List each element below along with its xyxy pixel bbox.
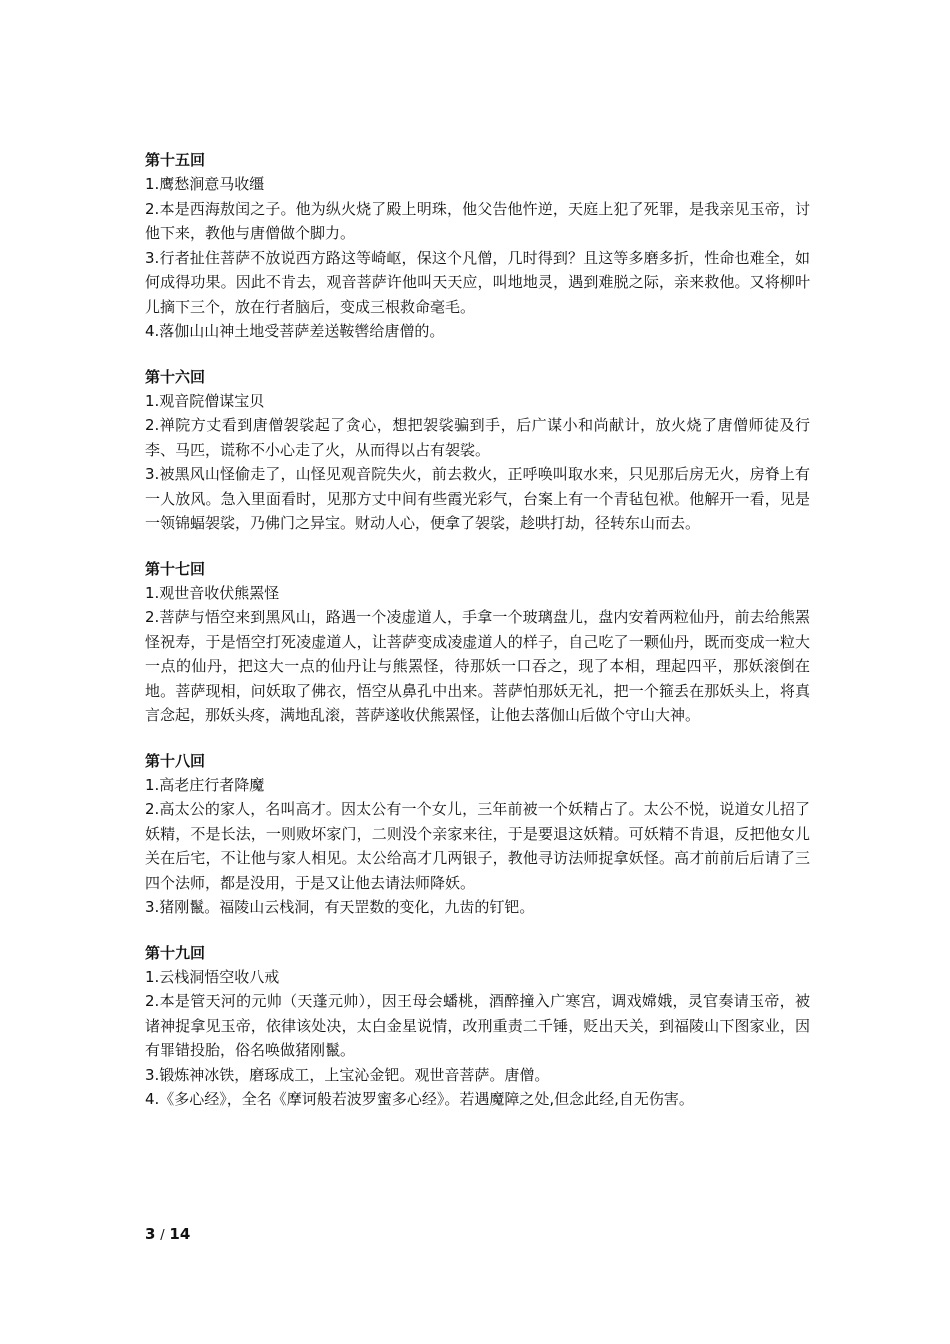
chapter-15 [145,148,810,344]
paragraph: 4.落伽山山神土地受菩萨差送鞍辔给唐僧的。 [145,322,445,340]
chapter-title: 第十六回 [145,367,206,386]
paragraph: 2.本是西海敖闰之子。他为纵火烧了殿上明珠，他父告他忤逆，天庭上犯了死罪，是我亲见玉帝，讨他下来，教他与唐僧做个脚力。 [145,199,810,242]
chapter-18 [145,749,810,920]
chapter-title: 第十五回 [145,151,206,169]
paragraph: 2.菩萨与悟空来到黑风山，路遇一个凌虚道人，手拿一个玻璃盘儿，盘内安着两粒仙丹，前去给熊罴怪祝寿，于是悟空打死凌虚道人，让菩萨变成凌虚道人的样子，自己吃了一颗仙丹，既而变成一粒大一点的仙丹，把这大一点的仙丹让与熊罴怪，待那妖一口吞之，现了本相，理起四平，那妖滚倒在地。菩萨现相，问妖取了佛衣，悟空从鼻孔中出来。菩萨怕那妖无礼，把一个箍丢在那妖头上，将真言念起，那妖头疼，满地乱滚，菩萨遂收伏熊罴怪，让他去落伽山后做个守山大神。 [145,608,810,724]
total-pages: 14 [169,1225,191,1243]
paragraph: 2.本是管天河的元帅（天蓬元帅），因王母会蟠桃，酒醉撞入广寒宫，调戏嫦娥，灵官奏请玉帝，被诸神捉拿见玉帝，依律该处决，太白金星说情，改刑重责二千锤，贬出天关，到福陵山下图家业，因有罪错投胎，俗名唤做猪刚鬣。 [145,992,810,1059]
page-separator: / [160,1228,165,1243]
paragraph: 2.禅院方丈看到唐僧袈裟起了贪心，想把袈裟骗到手，后广谋小和尚献计，放火烧了唐僧师徒及行李、马匹，谎称不小心走了火，从而得以占有袈裟。 [145,416,810,459]
chapter-19 [145,941,810,1112]
chapter-title: 第十七回 [145,559,206,578]
paragraph: 1.云栈洞悟空收八戒 [145,967,280,986]
chapter-16 [145,365,810,536]
chapter-17 [145,557,810,728]
paragraph: 1.高老庄行者降魔 [145,775,265,794]
chapter-title: 第十八回 [145,751,206,770]
paragraph: 2.高太公的家人，名叫高才。因太公有一个女儿，三年前被一个妖精占了。太公不悦，说道女儿招了妖精，不是长法，一则败坏家门，二则没个亲家来往，于是要退这妖精。可妖精不肯退，反把他女儿关在后宅，不让他与家人相见。太公给高才几两银子，教他寻访法师捉拿妖怪。高才前前后后请了三四个法师，都是没用，于是又让他去请法师降妖。 [145,800,810,892]
paragraph: 1.观世音收伏熊罴怪 [145,583,280,602]
current-page: 3 [145,1225,156,1243]
page-number [145,1222,190,1248]
paragraph: 3.被黑风山怪偷走了，山怪见观音院失火，前去救火，正呼唤叫取水来，只见那后房无火，房脊上有一人放风。急入里面看时，见那方丈中间有些霞光彩气，台案上有一个青毡包袱。他解开一看，见是一领锦蝠袈裟，乃佛门之异宝。财动人心，便拿了袈裟，趁哄打劫，径转东山而去。 [145,465,810,532]
paragraph: 3.行者扯住菩萨不放说西方路这等崎岖，保这个凡僧，几时得到？且这等多磨多折，性命也难全，如何成得功果。因此不肯去，观音菩萨许他叫天天应，叫地地灵，遇到难脱之际，亲来救他。又将柳叶儿摘下三个，放在行者脑后，变成三根救命毫毛。 [145,248,810,316]
chapter-title: 第十九回 [145,943,206,962]
paragraph: 3.猪刚鬣。福陵山云栈洞，有天罡数的变化，九齿的钉钯。 [145,898,535,916]
paragraph: 3.锻炼神冰铁，磨琢成工，上宝沁金钯。观世音菩萨。唐僧。 [145,1065,550,1084]
paragraph: 1.观音院僧谋宝贝 [145,391,265,410]
paragraph: 4.《多心经》，全名《摩诃般若波罗蜜多心经》。若遇魔障之处,但念此经,自无伤害。 [145,1090,694,1108]
paragraph: 1.鹰愁涧意马收缰 [145,175,265,193]
document-body [145,148,810,1133]
